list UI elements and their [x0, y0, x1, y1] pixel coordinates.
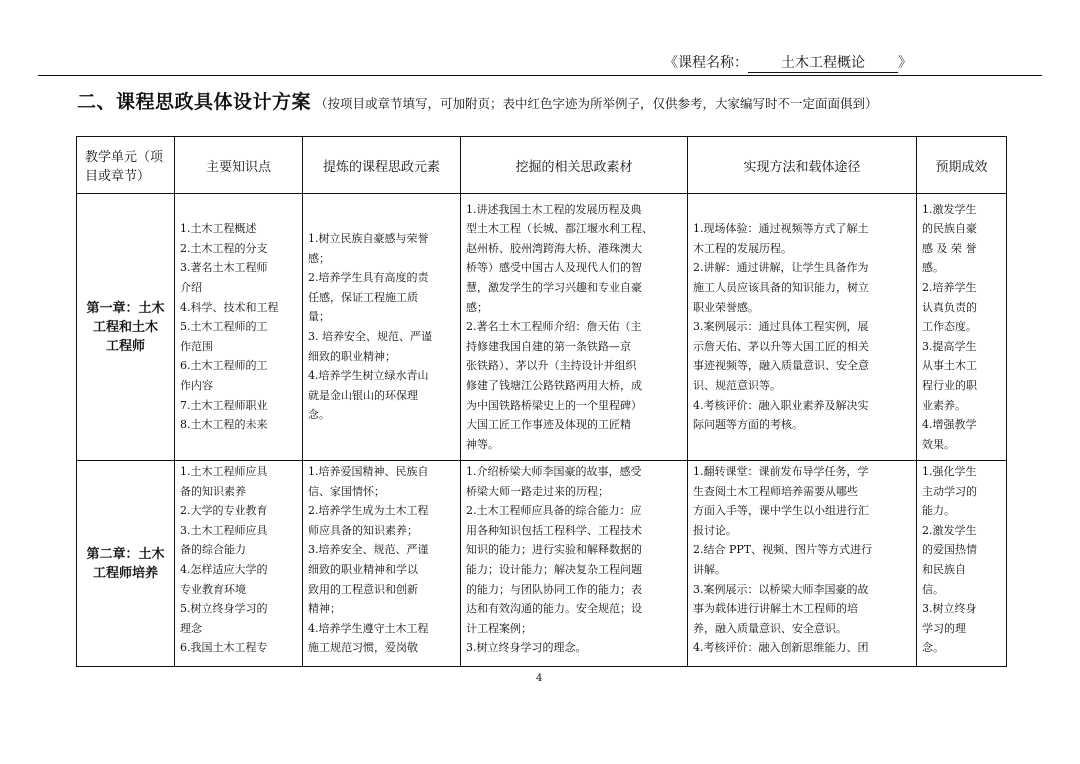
section-note: （按项目或章节填写，可加附页；表中红色字迹为所举例子，仅供参考，大家编写时不一定面面俱到）: [315, 96, 878, 111]
col-header-elements: 提炼的课程思政元素: [303, 137, 461, 194]
cell-line: 念。: [308, 408, 330, 422]
outcomes-cell: [917, 461, 1007, 667]
cell-line: 2.讲解：通过讲解，让学生具备作为: [693, 261, 869, 275]
knowledge-cell: [175, 461, 303, 667]
cell-line: 赵州桥、胶州湾跨海大桥、港珠澳大: [466, 241, 642, 255]
cell-line: 效果。: [922, 437, 955, 451]
header-divider: [38, 75, 1042, 76]
col-header-materials: 挖掘的相关思政素材: [461, 137, 688, 194]
cell-line: 1.土木工程师应具: [180, 465, 268, 478]
cell-line: 6.土木工程师的工: [180, 359, 268, 373]
cell-line: 桥等）感受中国古人及现代人们的智: [466, 261, 642, 275]
section-heading: [77, 87, 878, 114]
cell-line: 3.树立终身: [922, 602, 977, 616]
cell-line: 能力；设计能力；解决复杂工程问题: [466, 562, 642, 576]
cell-line: 工程师培养: [92, 565, 158, 581]
cell-line: 认真负责的: [922, 300, 977, 314]
col-header-knowledge: 主要知识点: [175, 137, 303, 194]
cell-line: 备的知识素养: [180, 484, 246, 498]
cell-line: 4.怎样适应大学的: [180, 562, 268, 576]
cell-line: 事为载体进行讲解土木工程师的培: [693, 602, 858, 616]
unit-cell: [77, 194, 175, 461]
cell-line: 3. 培养安全、规范、严谨: [308, 330, 432, 343]
cell-line: 木工程的发展历程。: [693, 241, 792, 255]
cell-line: 任感，保证工程施工质: [308, 290, 418, 304]
cell-line: 感；: [466, 300, 488, 314]
cell-line: 生查阅土木工程师培养需要从哪些: [693, 484, 858, 498]
cell-line: 事迹视频等，融入质量意识、安全意: [693, 359, 869, 373]
knowledge-cell: [175, 194, 303, 461]
methods-cell: [688, 461, 917, 667]
col-header-methods: 实现方法和载体途径: [688, 137, 917, 194]
cell-line: 备的综合能力: [180, 543, 246, 557]
cell-line: 示詹天佑、茅以升等大国工匠的相关: [693, 339, 869, 353]
course-name: 土木工程概论: [748, 55, 898, 73]
cell-line: 2.培养学生成为土木工程: [308, 504, 429, 518]
cell-line: 念。: [922, 641, 944, 655]
cell-line: 工程师: [105, 338, 145, 354]
cell-line: 修建了钱塘江公路铁路两用大桥，成: [466, 378, 642, 392]
cell-line: 第二章：土木: [86, 546, 165, 562]
cell-line: 4.考核评价：融入创新思维能力、团: [693, 641, 869, 655]
cell-line: 报讨论。: [693, 523, 737, 537]
cell-line: 达和有效沟通的能力。安全规范；设: [466, 602, 642, 616]
elements-cell: [303, 194, 461, 461]
cell-line: 师应具备的知识素养；: [308, 523, 418, 537]
cell-line: 6.我国土木工程专: [180, 641, 268, 655]
cell-line: 4.培养学生树立绿水青山: [308, 369, 429, 383]
cell-line: 施工人员应该具备的知识能力，树立: [693, 281, 869, 295]
design-plan-table: [76, 136, 1007, 667]
cell-line: 张铁路）、茅以升（主持设计并组织: [466, 359, 637, 373]
cell-line: 3.树立终身学习的理念。: [466, 641, 587, 655]
cell-line: 3.案例展示：以桥梁大师李国豪的故: [693, 582, 869, 596]
cell-line: 精神；: [308, 602, 341, 616]
page-number: 4: [536, 673, 543, 684]
cell-line: 3.著名土木工程师: [180, 261, 268, 275]
methods-cell: [688, 194, 917, 461]
cell-line: 和民族自: [922, 562, 966, 576]
cell-line: 4.考核评价：融入职业素养及解决实: [693, 398, 869, 412]
table-header-row: [77, 137, 1007, 194]
cell-line: 感；: [308, 251, 330, 265]
cell-line: 1.激发学生: [922, 202, 977, 216]
cell-line: 方面入手等，课中学生以小组进行汇: [693, 504, 869, 518]
cell-line: 程行业的职: [922, 378, 977, 392]
cell-line: 第一章：土木: [86, 300, 165, 316]
cell-line: 2.结合 PPT、视频、图片等方式进行: [693, 543, 873, 557]
cell-line: 学习的理: [922, 621, 966, 635]
section-title: 二、课程思政具体设计方案: [77, 91, 312, 113]
cell-line: 细致的职业精神；: [308, 349, 396, 363]
cell-line: 2.著名土木工程师介绍：詹天佑（主: [466, 320, 642, 334]
cell-line: 讲解。: [693, 562, 726, 576]
cell-line: 养，融入质量意识、安全意识。: [693, 621, 847, 635]
cell-line: 2.培养学生具有高度的责: [308, 271, 429, 285]
cell-line: 信。: [922, 582, 944, 596]
cell-line: 1.强化学生: [922, 465, 977, 478]
cell-line: 识、规范意识等。: [693, 378, 781, 392]
cell-line: 工程和土木: [92, 319, 158, 335]
course-header: [664, 52, 912, 73]
cell-line: 2.土木工程的分支: [180, 241, 268, 255]
cell-line: 介绍: [180, 281, 202, 295]
cell-line: 业素养。: [922, 398, 966, 412]
cell-line: 能力。: [922, 504, 955, 518]
cell-line: 3.培养安全、规范、严谨: [308, 543, 429, 557]
cell-line: 主动学习的: [922, 484, 977, 498]
cell-line: 3.提高学生: [922, 339, 977, 353]
cell-line: 8.土木工程的未来: [180, 418, 268, 432]
cell-line: 4.科学、技术和工程: [180, 300, 279, 314]
cell-line: 4.增强教学: [922, 418, 977, 432]
cell-line: 桥梁大师一路走过来的历程；: [466, 484, 609, 498]
cell-line: 4.培养学生遵守土木工程: [308, 621, 429, 635]
cell-line: 就是金山银山的环保理: [308, 388, 418, 402]
cell-line: 1.介绍桥梁大师李国豪的故事，感受: [466, 465, 642, 478]
table-row: [77, 194, 1007, 461]
cell-line: 际问题等方面的考核。: [693, 418, 803, 432]
cell-line: 量；: [308, 310, 330, 324]
col-header-unit: 教学单元（项目或章节）: [77, 137, 175, 194]
course-label-suffix: 》: [898, 55, 912, 71]
cell-line: 施工规范习惯，爱岗敬: [308, 641, 418, 655]
cell-line: 感。: [922, 261, 944, 275]
cell-line: 5.树立终身学习的: [180, 602, 268, 616]
course-label-prefix: 《课程名称：: [664, 55, 748, 71]
cell-line: 3.案例展示：通过具体工程实例，展: [693, 320, 869, 334]
cell-line: 作范围: [180, 339, 213, 353]
elements-cell: [303, 461, 461, 667]
cell-line: 神等。: [466, 437, 499, 451]
cell-line: 信、家国情怀；: [308, 484, 385, 498]
cell-line: 2.土木工程师应具备的综合能力：应: [466, 504, 642, 518]
cell-line: 5.土木工程师的工: [180, 320, 268, 334]
cell-line: 1.培养爱国精神、民族自: [308, 465, 429, 478]
cell-line: 1.讲述我国土木工程的发展历程及典: [466, 202, 642, 216]
cell-line: 型土木工程（长城、都江堰水利工程、: [466, 222, 653, 236]
cell-line: 的爱国热情: [922, 543, 977, 557]
cell-line: 1.翻转课堂：课前发布导学任务，学: [693, 465, 869, 478]
cell-line: 专业教育环境: [180, 582, 246, 596]
cell-line: 2.大学的专业教育: [180, 504, 268, 518]
cell-line: 1.树立民族自豪感与荣誉: [308, 232, 429, 246]
cell-line: 2.激发学生: [922, 523, 977, 537]
materials-cell: [461, 194, 688, 461]
cell-line: 职业荣誉感。: [693, 300, 759, 314]
cell-line: 工作态度。: [922, 320, 977, 334]
cell-line: 为中国铁路桥梁史上的一个里程碑）: [466, 398, 642, 412]
cell-line: 1.土木工程概述: [180, 222, 257, 236]
cell-line: 作内容: [180, 378, 213, 392]
cell-line: 3.土木工程师应具: [180, 523, 268, 537]
cell-line: 7.土木工程师职业: [180, 398, 268, 412]
table-row: [77, 461, 1007, 667]
cell-line: 计工程案例；: [466, 621, 532, 635]
cell-line: 理念: [180, 621, 202, 635]
cell-line: 致用的工程意识和创新: [308, 582, 418, 596]
cell-line: 细致的职业精神和学以: [308, 562, 418, 576]
outcomes-cell: [917, 194, 1007, 461]
cell-line: 知识的能力；进行实验和解释数据的: [466, 543, 642, 557]
cell-line: 2.培养学生: [922, 281, 977, 295]
materials-cell: [461, 461, 688, 667]
cell-line: 的民族自豪: [922, 222, 977, 236]
unit-cell: [77, 461, 175, 667]
cell-line: 用各种知识包括工程科学、工程技术: [466, 523, 642, 537]
cell-line: 1.现场体验：通过视频等方式了解土: [693, 222, 869, 236]
cell-line: 感 及 荣 誉: [922, 241, 977, 255]
cell-line: 持修建我国自建的第一条铁路—京: [466, 339, 631, 353]
cell-line: 从事土木工: [922, 359, 977, 373]
cell-line: 慧，激发学生的学习兴趣和专业自豪: [466, 281, 642, 295]
cell-line: 的能力；与团队协同工作的能力；表: [466, 582, 642, 596]
col-header-outcomes: 预期成效: [917, 137, 1007, 194]
cell-line: 大国工匠工作事迹及体现的工匠精: [466, 418, 631, 432]
